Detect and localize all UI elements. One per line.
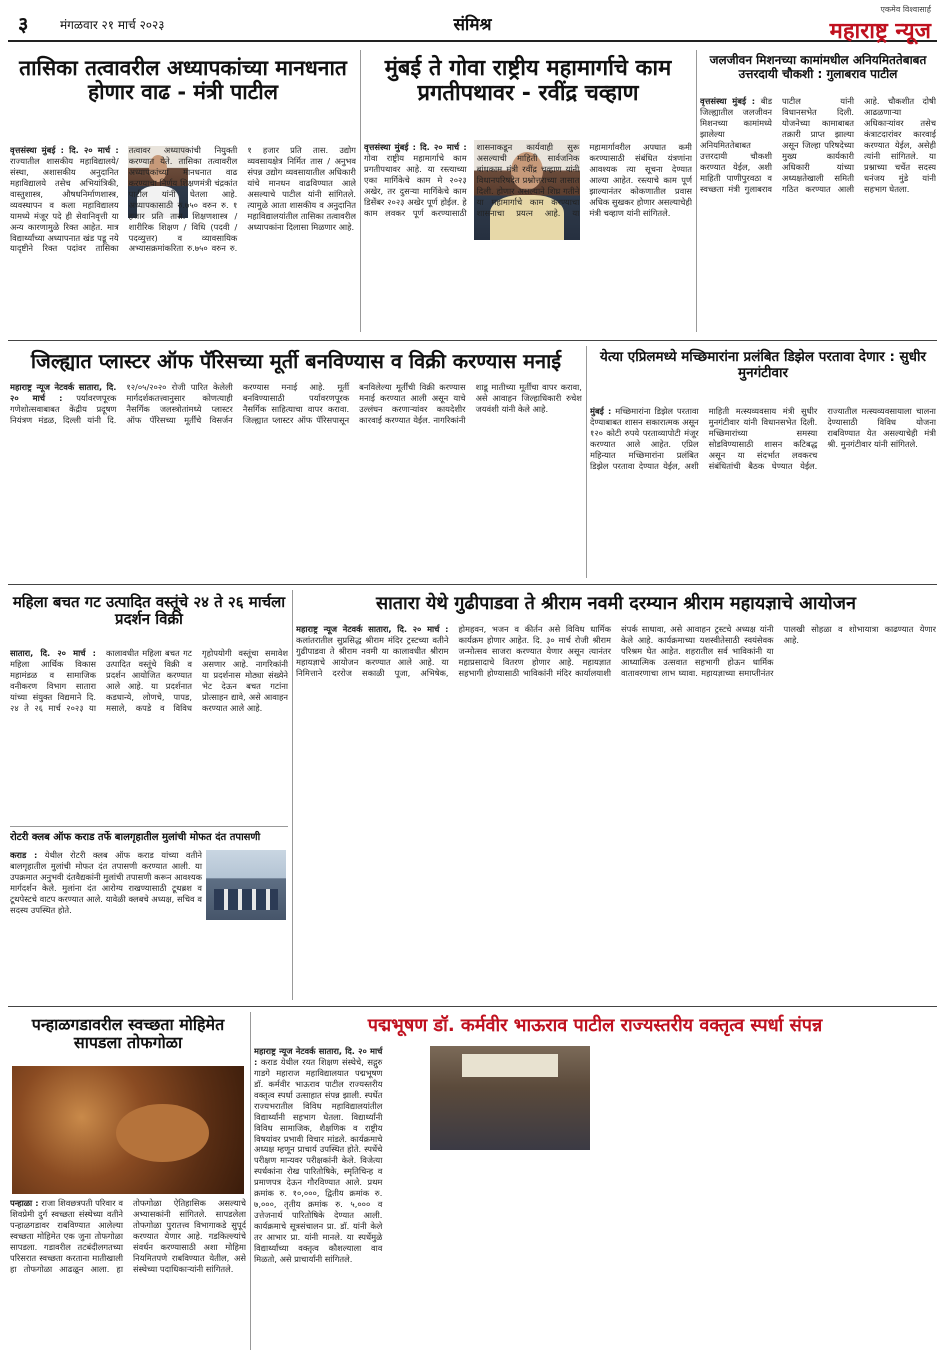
article-body <box>10 1198 246 1348</box>
photo-dental-camp <box>206 850 286 920</box>
story-teacher-honorarium <box>10 50 356 332</box>
headline: रोटरी क्लब ऑफ कराड तर्फे बालगृहातील मुलांची मोफत दंत तपासणी <box>10 832 261 843</box>
story-women-self-help-exhibition <box>10 590 288 822</box>
article-text: मच्छिमारांना डिझेल परतावा देण्याबाबत शासन सकारात्मक असून १२० कोटी रुपये परताव्यापोटी मंजूर करण्यात आले आहेत. एप्रिल महिन्यात मच्छिमारांना प्रलंबित डिझेल परतावा देण्यात येईल, अशी माहिती मत्स्यव्यवसाय मंत्री सुधीर मुनगंटीवार यांनी विधानसभेत दिली. मच्छिमारांच्या समस्या सोडविण्यासाठी शासन कटिबद्ध असून या संदर्भात लवकरच संबंधितांची बैठक घेण्यात येईल. राज्यातील मत्स्यव्यवसायाला चालना देण्यासाठी विविध योजना राबविण्यात येत असल्याचेही मंत्री श्री. मुनगंटीवार यांनी सांगितले. <box>590 406 936 471</box>
article-text: गोवा राष्ट्रीय महामार्गाचे काम प्रगतीपथावर आहे. या रस्त्याच्या एका मार्गिकेचे काम मे २०२३ अखेर, तर दुसऱ्या मार्गिकेचे काम डिसेंबर २०२३ अखेर पूर्ण होईल. हे काम लवकर पूर्ण करण्यासाठी शासनाकडून कार्यवाही सुरू असल्याची माहिती सार्वजनिक बांधकाम मंत्री रवींद्र चव्हाण यांनी विधानपरिषदेत प्रश्नोत्तराच्या तासात दिली. होणार असल्याने शिघ्र गतीने या महामार्गाचे काम करण्याचा शासनाचा प्रयत्न आहे. या महामार्गावरील अपघात कमी करण्यासाठी संबंधित यंत्रणांना आवश्यक त्या सूचना देण्यात आल्या आहेत. रस्त्याचे काम पूर्ण झाल्यानंतर कोकणातील प्रवास अधिक सुखकर होणार असल्याचेही मंत्री चव्हाण यांनी सांगितले. <box>364 142 692 218</box>
article-body <box>10 850 202 998</box>
story-mumbai-goa-highway <box>364 50 692 332</box>
dateline: सातारा, दि. २० मार्च : <box>10 648 96 658</box>
paper-name: महाराष्ट्र न्यूज <box>829 18 931 44</box>
story-jaljeevan-mission <box>700 50 936 332</box>
article-text: कलांतरातील सुप्रसिद्ध श्रीराम मंदिर ट्रस्टच्या वतीने गुढीपाडवा ते श्रीराम नवमी या कालावधीत श्रीराम महायज्ञाचे आयोजन करण्यात आले आहे. या निमित्ताने दररोज सकाळी पूजा, अभिषेक, होमहवन, भजन व कीर्तन असे विविध धार्मिक कार्यक्रम होणार आहेत. दि. ३० मार्च रोजी श्रीराम जन्मोत्सव साजरा करण्यात येणार असून त्यानंतर महाप्रसादाचे वितरण होणार आहे. महायज्ञात सहभागी होण्यासाठी भाविकांनी मंदिर कार्यालयाशी संपर्क साधावा, असे आवाहन ट्रस्टचे अध्यक्ष यांनी केले आहे. कार्यक्रमाच्या यशस्वीतेसाठी स्वयंसेवक परिश्रम घेत आहेत. शहरातील सर्व भाविकांनी या आध्यात्मिक उत्सवात सहभागी होऊन धार्मिक वातावरणाचा लाभ घ्यावा. महायज्ञाच्या समाप्तीनंतर पालखी सोहळा व शोभायात्रा काढण्यात येणार आहे. <box>296 624 936 678</box>
article-body <box>10 382 582 576</box>
dateline: वृत्तसंस्था मुंबई : दि. २० मार्च : <box>364 142 467 152</box>
dateline: वृत्तसंस्था मुंबई : <box>700 96 756 106</box>
story-panhalgad-cannonball <box>10 1012 246 1350</box>
article-body <box>10 145 356 330</box>
article-text: येथील रोटरी क्लब ऑफ कराड यांच्या वतीने बालगृहातील मुलांची मोफत दंत तपासणी करण्यात आली. या उपक्रमात अनुभवी दंतवैद्यकांनी मुलांची तपासणी करून आवश्यक मार्गदर्शन केले. मुलांना दंत आरोग्य राखण्यासाठी टूथब्रश व टूथपेस्टचे वाटप करण्यात आले. यावेळी क्लबचे अध्यक्ष, सचिव व सदस्य उपस्थित होते. <box>10 850 202 915</box>
headline: येत्या एप्रिलमध्ये मच्छिमारांना प्रलंबित डिझेल परतावा देणार : सुधीर मुनगंटीवार <box>599 349 926 381</box>
dateline: महाराष्ट्र न्यूज नेटवर्क सातारा, दि. २० मार्च : <box>296 624 449 634</box>
story-shriram-mahayadnya <box>296 590 936 1000</box>
article-body <box>254 1046 936 1348</box>
dateline: महाराष्ट्र न्यूज नेटवर्क सातारा, दि. २० मार्च : <box>10 382 117 403</box>
page-number: ३ <box>18 12 29 36</box>
article-body <box>10 648 288 820</box>
dateline: महाराष्ट्र न्यूज नेटवर्क सातारा, दि. २० मार्च : <box>254 1046 383 1067</box>
article-body <box>700 96 936 330</box>
headline: मुंबई ते गोवा राष्ट्रीय महामार्गाचे काम प्रगतीपथावर - रवींद्र चव्हाण <box>384 56 672 107</box>
photo-cannonball <box>12 1066 244 1194</box>
article-text: राजा शिवछत्रपती परिवार व शिवप्रेमी दुर्ग स्वच्छता संस्थेच्या वतीने पन्हाळगडावर राबविण्यात आलेल्या स्वच्छता मोहिमेत एक जुना तोफगोळा सापडला. गडावरील तटबंदीलगतच्या परिसरात स्वच्छता करताना मातीखाली हा तोफगोळा आढळून आला. हा तोफगोळा ऐतिहासिक असल्याचे अभ्यासकांनी सांगितले. सापडलेला तोफगोळा पुरातत्त्व विभागाकडे सुपूर्द करण्यात येणार आहे. गडकिल्ल्यांचे संवर्धन करण्यासाठी अशा मोहिमा नियमितपणे राबविण्यात येतील, असे संस्थेच्या पदाधिकाऱ्यांनी सांगितले. <box>10 1198 246 1274</box>
article-body <box>590 406 936 576</box>
article-body <box>364 142 692 330</box>
headline: तासिका तत्वावरील अध्यापकांच्या मानधनात होणार वाढ - मंत्री पाटील <box>19 56 347 105</box>
headline: सातारा येथे गुढीपाडवा ते श्रीराम नवमी दरम्यान श्रीराम महायज्ञाचे आयोजन <box>375 593 857 614</box>
article-text: पर्यावरणपूरक गणेशोत्सवाबाबत केंद्रीय प्रदूषण नियंत्रण मंडळ, दिल्ली यांनी दि. १२/०५/२०२० रोजी पारित केलेली मार्गदर्शकतत्त्वानुसार कोणत्याही नैसर्गिक जलस्त्रोतांमध्ये प्लास्टर ऑफ पॅरिसच्या मूर्तींचे विसर्जन करण्यास मनाई आहे. मूर्ती बनविण्यासाठी पर्यावरणपूरक नैसर्गिक साहित्याचा वापर करावा. जिल्ह्यात प्लास्टर ऑफ पॅरिसपासून बनविलेल्या मूर्तींची विक्री करण्यास मनाई करण्यात आली असून याचे उल्लंघन करणाऱ्यांवर कायदेशीर कारवाई करण्यात येईल. नागरिकांनी शाडू मातीच्या मूर्तींचा वापर करावा, असे आवाहन जिल्हाधिकारी रुचेश जयवंशी यांनी केले आहे. <box>10 382 582 425</box>
article-body <box>296 624 936 998</box>
dateline: पन्हाळा : <box>10 1198 39 1208</box>
dateline: कराड : <box>10 850 38 860</box>
article-text: कराड येथील रयत शिक्षण संस्थेचे, सद्गुरु गाडगे महाराज महाविद्यालयात पद्मभूषण डॉ. कर्मवीर भाऊराव पाटील राज्यस्तरीय वक्तृत्व स्पर्धा उत्साहात संपन्न झाली. स्पर्धेत राज्यभरातील विविध महाविद्यालयांतील विद्यार्थ्यांनी सहभाग घेतला. विद्यार्थ्यांनी विविध सामाजिक, शैक्षणिक व राष्ट्रीय विषयांवर प्रभावी विचार मांडले. कार्यक्रमाचे अध्यक्ष म्हणून प्राचार्य उपस्थित होते. स्पर्धेचे परीक्षण मान्यवर परीक्षकांनी केले. विजेत्या स्पर्धकांना रोख पारितोषिके, स्मृतिचिन्ह व प्रमाणपत्र देऊन गौरविण्यात आले. प्रथम क्रमांक रु. १०,०००, द्वितीय क्रमांक रु. ७,०००, तृतीय क्रमांक रु. ५,००० व उत्तेजनार्थ पारितोषिके देण्यात आली. कार्यक्रमाचे सूत्रसंचालन प्रा. डॉ. यांनी केले तर आभार प्रा. यांनी मानले. या स्पर्धेमुळे विद्यार्थ्यांच्या वक्तृत्व कौशल्याला वाव मिळतो, असे प्राचार्यांनी सांगितले. <box>254 1056 383 1264</box>
story-elocution-competition <box>254 1012 936 1350</box>
paper-tagline: एकमेव विश्वासार्ह <box>880 5 931 14</box>
dateline: वृत्तसंस्था मुंबई : दि. २० मार्च : <box>10 145 119 155</box>
issue-date: मंगळवार २१ मार्च २०२३ <box>60 18 165 32</box>
article-text: महिला आर्थिक विकास महामंडळ व सामाजिक वनीकरण विभाग सातारा यांच्या संयुक्त विद्यमाने दि. २४ ते २६ मार्च २०२३ या कालावधीत महिला बचत गट उत्पादित वस्तूंचे विक्री व प्रदर्शन आयोजित करण्यात आले आहे. या प्रदर्शनात कडधान्ये, लोणचे, पापड, मसाले, कपडे व विविध गृहोपयोगी वस्तूंचा समावेश असणार आहे. नागरिकांनी या प्रदर्शनास मोठ्या संख्येने भेट देऊन बचत गटांना प्रोत्साहन द्यावे, असे आवाहन करण्यात आले आहे. <box>10 648 288 713</box>
paper-logo <box>830 4 931 45</box>
headline: पन्हाळगडावरील स्वच्छता मोहिमेत सापडला तोफगोळा <box>31 1015 225 1053</box>
dateline: मुंबई : <box>590 406 612 416</box>
article-text: बीड जिल्ह्यातील जलजीवन मिशनच्या कामांमध्ये झालेल्या अनियमिततेबाबत उत्तरदायी चौकशी करण्यात येईल, अशी माहिती पाणीपुरवठा व स्वच्छता मंत्री गुलाबराव पाटील यांनी विधानसभेत दिली. योजनेच्या कामाबाबत तक्रारी प्राप्त झाल्या असून जिल्हा परिषदेच्या मुख्य कार्यकारी अधिकारी यांच्या अध्यक्षतेखाली समिती गठित करण्यात आली आहे. चौकशीत दोषी आढळणाऱ्या अधिकाऱ्यांवर तसेच कंत्राटदारांवर कारवाई करण्यात येईल, असेही त्यांनी सांगितले. या प्रश्नाच्या चर्चेत सदस्य धनंजय मुंडे यांनी सहभाग घेतला. <box>700 96 936 194</box>
headline: जलजीवन मिशनच्या कामांमधील अनियमिततेबाबत उत्तरदायी चौकशी : गुलाबराव पाटील <box>709 53 927 81</box>
article-text: राज्यातील शासकीय महाविद्यालये/संस्था, अशासकीय अनुदानित महाविद्यालये तसेच अभियांत्रिकी, वास्तुशास्त्र, औषधनिर्माणशास्त्र, व्यवस्थापन व कला महाविद्यालय यामध्ये मंजूर पदे ही सेवानिवृत्ती या अन्य कारणामुळे रिक्त आहेत. मात्र विद्यार्थ्यांच्या अध्यापनात खंड पडू नये यादृष्टीने रिक्त पदांवर तासिका तत्वावर अध्यापकांची नियुक्ती करण्यात येते. तासिका तत्वावरील अध्यापकांच्या मानधनात वाढ करण्याचा निर्णय शिक्षणमंत्री चंद्रकांत पाटील यांनी घेतला आहे. अध्यापकासाठी रु.७५० वरुन रु. १ हजार प्रति तास. शिक्षणशास्त्र / शारीरिक शिक्षण / विधि (पदवी / पदव्युत्तर) व व्यावसायिक अभ्यासक्रमांकरिता रु.७५० वरुन रु. १ हजार प्रति तास. उद्योग व्यवसायक्षेत्र निर्मित तास / अनुभव संपन्न उद्योग व्यवसायातील अधिकारी यांचे मानधन वाढविण्यात आले असल्याचे पाटील यांनी सांगितले. त्यामुळे आता शासकीय व अनुदानित महाविद्यालयांतील तासिका तत्वावरील अध्यापकांना दिलासा मिळणार आहे. <box>10 145 356 254</box>
headline: जिल्ह्यात प्लास्टर ऑफ पॅरिसच्या मूर्ती बनविण्यास व विक्री करण्यास मनाई <box>30 349 562 373</box>
story-diesel-refund <box>590 346 936 578</box>
section-title: संमिश्र <box>453 15 492 35</box>
headline: महिला बचत गट उत्पादित वस्तूंचे २४ ते २६ मार्चला प्रदर्शन विक्री <box>12 593 286 629</box>
masthead <box>8 4 937 42</box>
story-pop-idols-ban <box>10 346 582 578</box>
headline: पद्मभूषण डॉ. कर्मवीर भाऊराव पाटील राज्यस्तरीय वक्तृत्व स्पर्धा संपन्न <box>367 1015 823 1036</box>
story-rotary-dental-checkup <box>10 830 288 1000</box>
